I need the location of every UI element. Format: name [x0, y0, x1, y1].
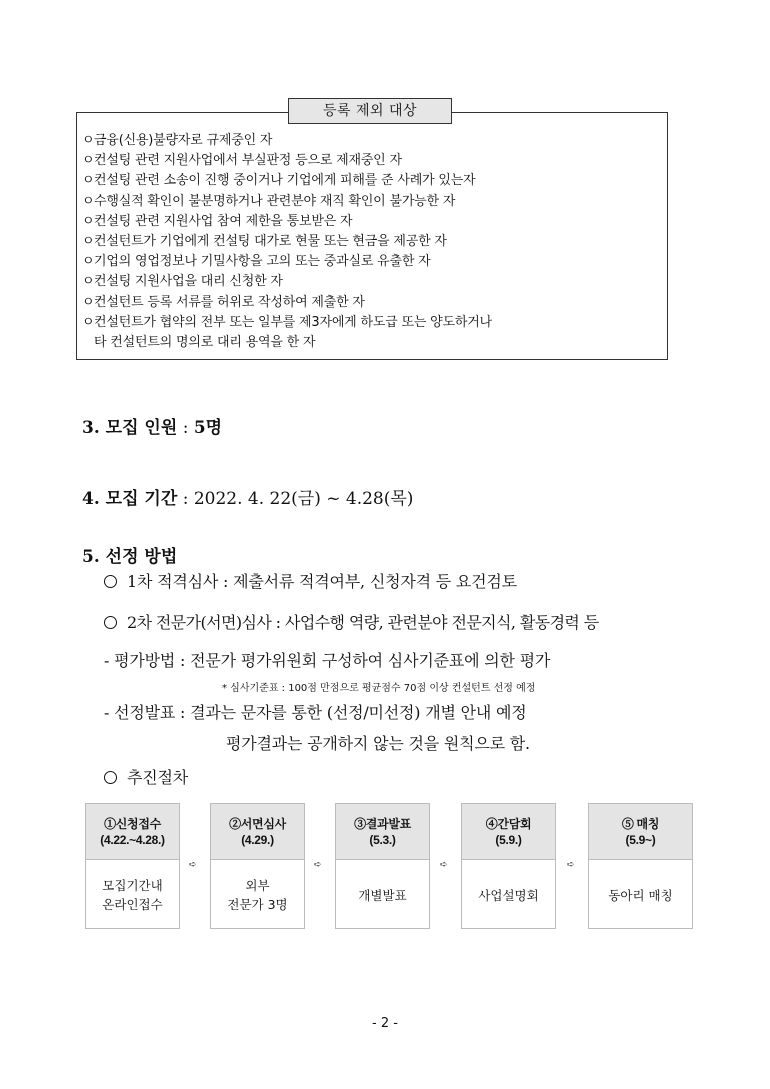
list-item: ㅇ컨설턴트가 기업에게 컨설팅 대가로 현물 또는 현금을 제공한 자: [82, 232, 662, 252]
process-step-document-review: [210, 803, 305, 929]
step-header: ⑤ 매칭 (5.9~): [589, 804, 692, 860]
list-item: ㅇ컨설팅 관련 소송이 진행 중이거나 기업에게 피해를 준 사례가 있는자: [82, 171, 662, 191]
list-item: ㅇ컨설팅 관련 지원사업 참여 제한을 통보받은 자: [82, 212, 662, 232]
section-recruit-count: [82, 413, 222, 438]
announce-line-2: 평가결과는 공개하지 않는 것을 원칙으로 함.: [226, 734, 530, 753]
bullet-marker: ㅇ: [82, 153, 95, 169]
section-recruit-period: [82, 484, 413, 509]
bullet-marker: ㅇ: [82, 234, 95, 250]
bullet-marker: ㅇ: [82, 294, 95, 310]
stage-2-line: 2차 전문가(서면)심사 : 사업수행 역량, 관련분야 전문지식, 활동경력 등: [104, 610, 599, 633]
circle-bullet-icon: [104, 771, 117, 784]
list-item: ㅇ컨설턴트가 협약의 전부 또는 일부를 제3자에게 하도급 또는 양도하거나: [82, 313, 662, 333]
list-item: ㅇ기업의 영업정보나 기밀사항을 고의 또는 중과실로 유출한 자: [82, 252, 662, 272]
eval-method-line: - 평가방법 : 전문가 평가위원회 구성하여 심사기준표에 의한 평가: [104, 651, 551, 670]
step-header: ④간담회 (5.9.): [462, 804, 555, 860]
section-heading: 3. 모집 인원: [82, 418, 178, 438]
procedure-label-line: 추진절차: [104, 765, 188, 788]
separator: :: [182, 418, 189, 438]
bullet-marker: ㅇ: [82, 274, 95, 290]
arrow-right-icon: ➪: [189, 860, 197, 870]
bullet-marker: ㅇ: [82, 133, 95, 148]
section-heading: 5. 선정 방법: [82, 547, 178, 567]
arrow-right-icon: ➪: [440, 860, 448, 870]
list-item-continuation: 타 컨설턴트의 명의로 대리 용역을 한 자: [94, 335, 316, 351]
step-body: 동아리 매칭: [608, 887, 673, 903]
list-item: ㅇ금융(신용)불량자로 규제중인 자: [82, 131, 662, 151]
circle-bullet-icon: [104, 575, 117, 588]
arrow-right-icon: ➪: [314, 860, 322, 870]
separator: :: [182, 489, 189, 509]
bullet-marker: ㅇ: [82, 193, 95, 209]
step-body: 개별발표: [358, 887, 407, 903]
eval-note: * 심사기준표 : 100점 만점으로 평균점수 70점 이상 컨설턴트 선정 예정: [222, 683, 536, 694]
list-item: ㅇ수행실적 확인이 불분명하거나 관련분야 재직 확인이 불가능한 자: [82, 192, 662, 212]
circle-bullet-icon: [104, 616, 117, 629]
bullet-marker: ㅇ: [82, 213, 95, 229]
step-body: 외부 전문가 3명: [227, 878, 288, 912]
process-step-meeting: [461, 803, 556, 929]
step-body: 모집기간내 온라인접수: [102, 878, 163, 912]
recruit-count-value: 5명: [193, 418, 223, 438]
bullet-marker: ㅇ: [82, 314, 95, 330]
announce-line-1: - 선정발표 : 결과는 문자를 통한 (선정/미선정) 개별 안내 예정: [104, 703, 527, 722]
section-heading: 4. 모집 기간: [82, 489, 178, 509]
bullet-marker: ㅇ: [82, 254, 95, 270]
step-header: ①신청접수 (4.22.~4.28.): [86, 804, 179, 860]
step-header: ③결과발표 (5.3.): [336, 804, 429, 860]
arrow-right-icon: ➪: [567, 860, 575, 870]
exclusion-list: [82, 131, 662, 353]
list-item: ㅇ컨설턴트 등록 서류를 허위로 작성하여 제출한 자: [82, 293, 662, 313]
stage-1-line: 1차 적격심사 : 제출서류 적격여부, 신청자격 등 요건검토: [104, 569, 517, 592]
process-step-application: [85, 803, 180, 929]
page-number: - 2 -: [372, 1016, 398, 1031]
list-item: ㅇ컨설팅 관련 지원사업에서 부실판정 등으로 제재중인 자: [82, 151, 662, 171]
exclusion-box-title: 등록 제외 대상: [288, 98, 452, 124]
section-selection-method: [82, 542, 177, 567]
bullet-marker: ㅇ: [82, 173, 95, 189]
step-body: 사업설명회: [478, 887, 539, 903]
list-item: ㅇ컨설팅 지원사업을 대리 신청한 자: [82, 272, 662, 292]
process-step-result: [335, 803, 430, 929]
process-step-matching: [588, 803, 693, 929]
step-header: ②서면심사 (4.29.): [211, 804, 304, 860]
recruit-period-value: 2022. 4. 22(금) ~ 4.28(목): [193, 489, 414, 509]
